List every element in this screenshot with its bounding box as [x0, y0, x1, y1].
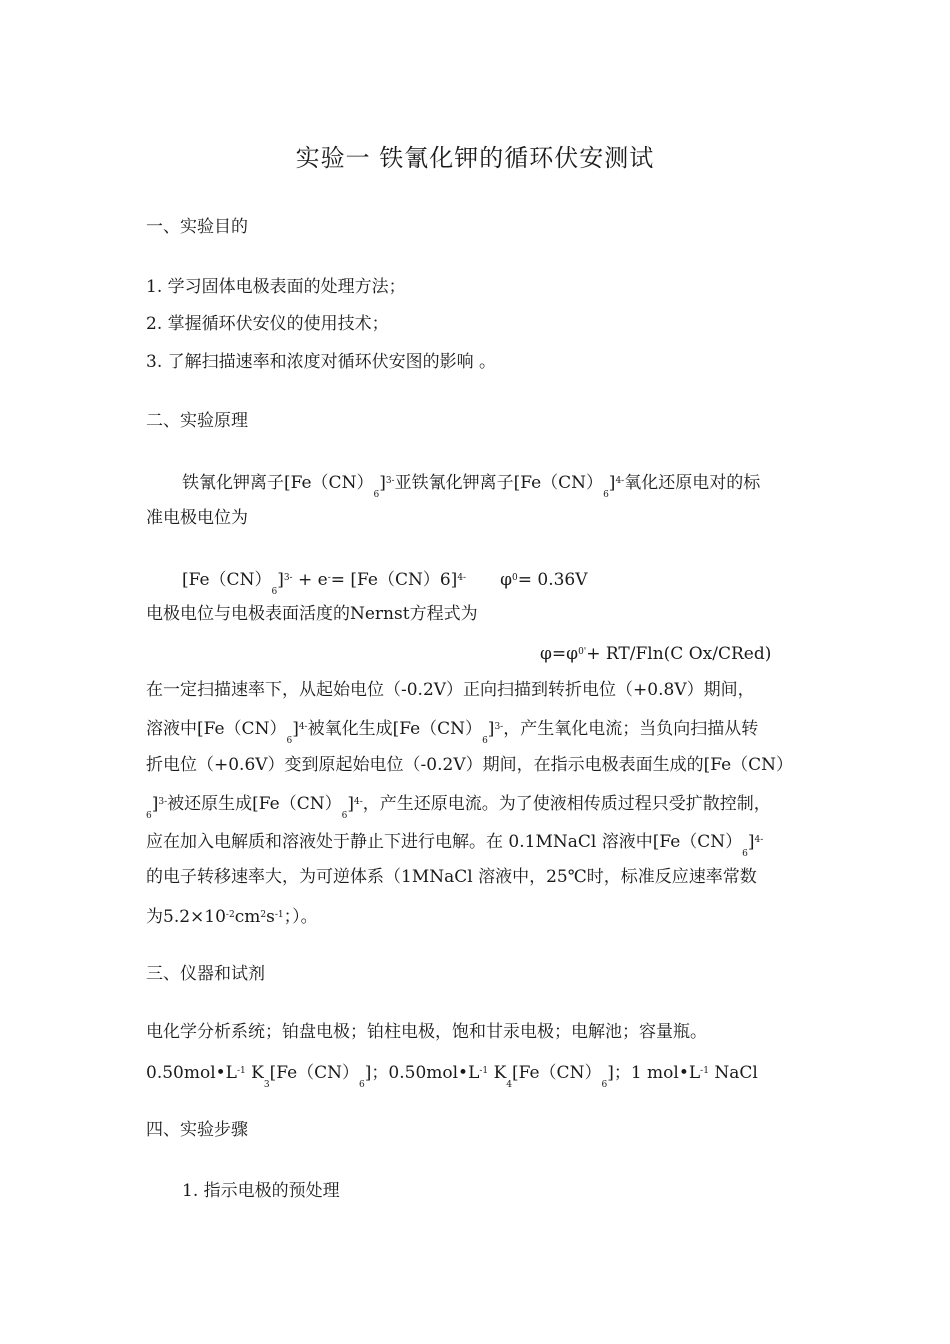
text-span: ] [379, 473, 386, 493]
superscript: -1 [236, 1066, 246, 1076]
text-span: 0.50mol•L [146, 1063, 237, 1083]
superscript: 3- [158, 797, 168, 807]
text-span: ] [292, 719, 299, 739]
text-span: 被还原生成[Fe（CN） [167, 794, 342, 814]
superscript: 0' [578, 647, 587, 657]
section-heading-instruments: 三、仪器和试剂 [146, 964, 265, 984]
text-span: ]；1 mol•L [607, 1063, 701, 1083]
text-span: 溶液中[Fe（CN） [146, 719, 287, 739]
text-span: ] [487, 719, 495, 739]
principle-paragraph-line: 的电子转移速率大，为可逆体系（1MNaCl 溶液中，25℃时，标准反应速率常数 [146, 867, 757, 887]
text-span: NaCl [714, 1063, 758, 1083]
superscript: -1 [479, 1066, 489, 1076]
subscript: 6 [603, 490, 609, 500]
subscript: 6 [359, 1080, 365, 1090]
objective-item-3: 3. 了解扫描速率和浓度对循环伏安图的影响 。 [146, 352, 497, 372]
text-span: ] [747, 832, 755, 852]
superscript: 3- [494, 722, 504, 732]
superscript: 4- [754, 835, 764, 845]
text-span: 亚铁氰化钾离子[Fe（CN） [394, 473, 604, 493]
superscript: 2 [260, 910, 267, 920]
instruments-list: 电化学分析系统；铂盘电极；铂柱电极，饱和甘汞电极；电解池；容量瓶。 [146, 1022, 707, 1042]
principle-paragraph-line [146, 904, 318, 928]
principle-paragraph-line: 折电位（+0.6V）变到原起始电位（-0.2V）期间，在指示电极表面生成的[Fe（CN） [146, 755, 794, 775]
text-span: ]；0.50mol•L [364, 1063, 480, 1083]
superscript: 3- [385, 476, 395, 486]
objective-item-2: 2. 掌握循环伏安仪的使用技术； [146, 314, 389, 334]
principle-paragraph-line [146, 716, 758, 752]
superscript: 4- [615, 476, 625, 486]
superscript: 4- [353, 797, 363, 807]
text-span: ] [347, 794, 354, 814]
subscript: 6 [271, 587, 278, 597]
text-span: [Fe（CN） [512, 1063, 602, 1083]
text-span: = [Fe（CN）6] [330, 570, 458, 590]
text-span: 氧化还原电对的标 [624, 473, 761, 493]
text-span: ，产生还原电流。为了使液相传质过程只受扩散控制， [362, 794, 771, 814]
text-span: s [266, 907, 275, 927]
subscript: 6 [373, 490, 380, 500]
superscript: 4- [298, 722, 308, 732]
text-span: K [251, 1063, 264, 1083]
subscript: 6 [146, 811, 152, 821]
section-heading-objectives: 一、实验目的 [146, 217, 248, 237]
text-span: ；）。 [283, 907, 318, 927]
superscript: -1 [700, 1066, 709, 1076]
equation-nernst [540, 641, 771, 665]
subscript: 6 [482, 736, 488, 746]
text-span: 为5.2×10 [146, 907, 226, 927]
subscript: 3 [263, 1080, 270, 1090]
text-span: cm [234, 907, 261, 927]
principle-paragraph-line [182, 470, 760, 506]
text-span: [Fe（CN） [182, 570, 272, 590]
text-span: ，产生氧化电流；当负向扫描从转 [503, 719, 759, 739]
text-span: ] [277, 570, 284, 590]
text-span: + RT/Fln(C Ox/CRed) [586, 644, 772, 664]
text-span: φ=φ [540, 644, 579, 664]
superscript: -2 [225, 910, 235, 920]
text-span: + e [292, 570, 328, 590]
text-span: [Fe（CN） [269, 1063, 360, 1083]
superscript: - [327, 573, 331, 583]
principle-paragraph-line [146, 791, 771, 827]
nernst-intro: 电极电位与电极表面活度的Nernst方程式为 [146, 604, 478, 624]
text-span: ] [151, 794, 159, 814]
subscript: 6 [742, 849, 748, 859]
procedure-step-1: 1. 指示电极的预处理 [182, 1181, 340, 1201]
superscript: -1 [274, 910, 284, 920]
subscript: 4 [506, 1080, 512, 1090]
principle-paragraph-line: 准电极电位为 [146, 508, 248, 528]
text-span: 铁氰化钾离子[Fe（CN） [182, 473, 374, 493]
subscript: 6 [601, 1080, 608, 1090]
text-span: K [493, 1063, 507, 1083]
equation-standard-potential [182, 567, 588, 603]
text-span: 被氧化生成[Fe（CN） [307, 719, 483, 739]
superscript: 0 [512, 573, 518, 583]
section-heading-principle: 二、实验原理 [146, 411, 248, 431]
superscript: 4- [457, 573, 467, 583]
subscript: 6 [341, 811, 348, 821]
superscript: 3- [283, 573, 293, 583]
text-span: 应在加入电解质和溶液处于静止下进行电解。在 0.1MNaCl 溶液中[Fe（CN） [146, 832, 743, 852]
document-title: 实验一 铁氰化钾的循环伏安测试 [295, 144, 655, 172]
reagents-list [146, 1060, 758, 1096]
text-span: φ [500, 570, 513, 590]
text-span: = 0.36V [517, 570, 588, 590]
subscript: 6 [286, 736, 293, 746]
text-span: ] [608, 473, 616, 493]
principle-paragraph-line: 在一定扫描速率下，从起始电位（-0.2V）正向扫描到转折电位（+0.8V）期间， [146, 680, 755, 700]
section-heading-procedure: 四、实验步骤 [146, 1120, 248, 1140]
principle-paragraph-line [146, 829, 763, 865]
objective-item-1: 1. 学习固体电极表面的处理方法； [146, 277, 406, 297]
